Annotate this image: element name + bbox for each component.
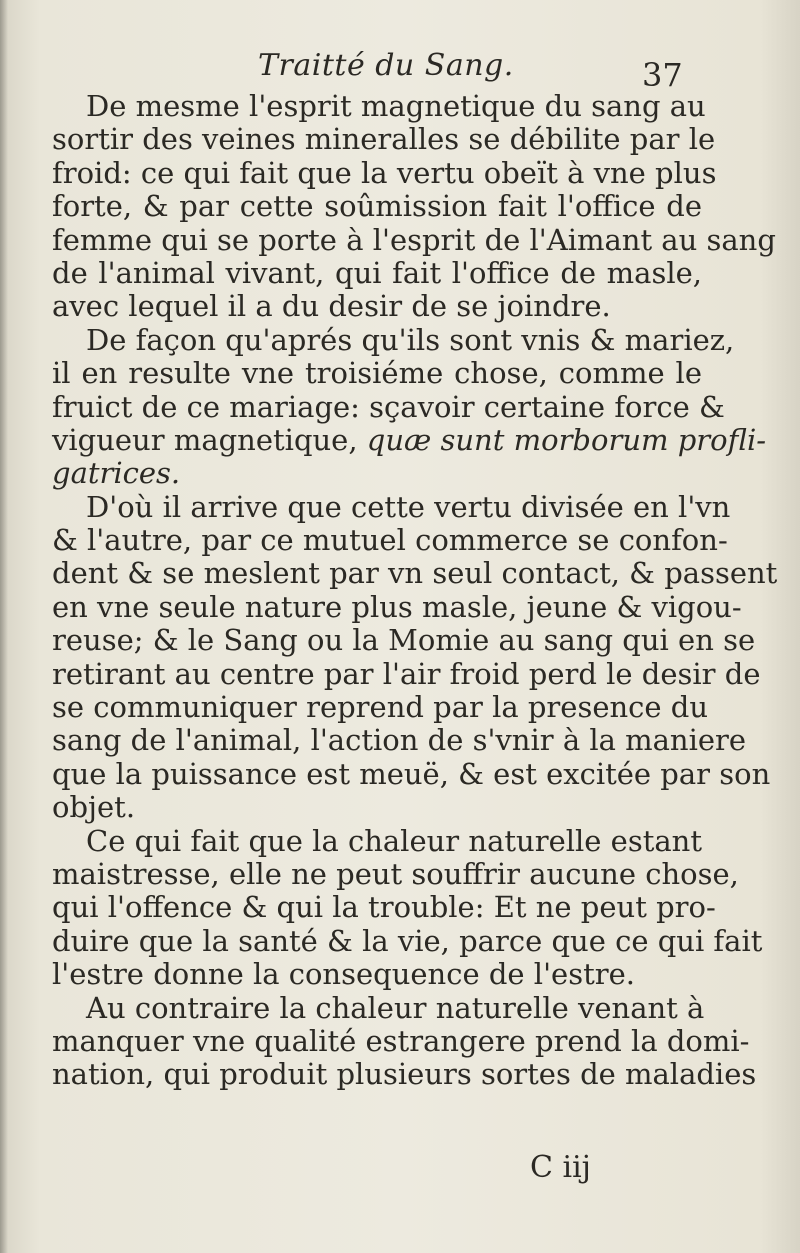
- line-text: De façon qu'aprés qu'ils sont vnis & mariez,: [86, 322, 735, 357]
- text-line: [52, 257, 702, 290]
- page-header: [0, 48, 800, 92]
- text-line: [52, 489, 731, 524]
- body-text: [52, 89, 778, 1092]
- line-text: duire que la santé & la vie, parce que ce qui fait: [52, 923, 763, 958]
- line-text: sang de l'animal, l'action de s'vnir à la maniere: [52, 723, 747, 758]
- text-line: [52, 556, 778, 591]
- text-line: [52, 656, 761, 691]
- line-text: se communiquer reprend par la presence du: [52, 690, 709, 725]
- latin-phrase: gatrices.: [52, 456, 181, 491]
- line-text: D'où il arrive que cette vertu divisée en l'vn: [86, 489, 731, 524]
- text-line: [52, 322, 735, 357]
- line-text: & l'autre, par ce mutuel commerce se confon-: [52, 523, 728, 558]
- line-text: que la puissance est meuë, & est excitée par son: [52, 756, 771, 791]
- text-line: [52, 623, 756, 658]
- line-text: de l'animal vivant, qui fait l'office de masle,: [52, 255, 702, 290]
- text-line: [52, 958, 702, 991]
- running-title: Traitté du Sang.: [258, 48, 514, 83]
- line-text: nation, qui produit plusieurs sortes de maladies: [52, 1057, 757, 1092]
- text-line: [52, 155, 717, 190]
- text-line: [52, 723, 747, 758]
- text-line: [52, 523, 728, 558]
- text-line: [52, 422, 767, 457]
- text-line: [52, 890, 716, 925]
- text-line: [52, 1023, 750, 1058]
- line-text: avec lequel il a du desir de se joindre.: [52, 289, 611, 324]
- line-text: sortir des veines mineralles se débilite par le: [52, 122, 716, 157]
- line-text: en vne seule nature plus masle, jeune & vigou-: [52, 589, 742, 624]
- text-line: [52, 222, 776, 257]
- text-line: [52, 290, 702, 323]
- line-text: froid: ce qui fait que la vertu obeït à vne plus: [52, 155, 717, 190]
- text-line: [52, 990, 705, 1025]
- line-text: Au contraire la chaleur naturelle venant à: [86, 990, 705, 1025]
- text-line: [52, 923, 763, 958]
- text-line: [52, 1057, 757, 1092]
- text-line: [52, 856, 739, 891]
- text-line: [52, 357, 702, 390]
- line-text: il en resulte vne troisiéme chose, comme le: [52, 356, 702, 391]
- text-line: [52, 389, 725, 424]
- latin-phrase: quæ sunt morborum profli-: [366, 422, 767, 457]
- signature-mark: C iij: [530, 1150, 591, 1185]
- text-line: [52, 791, 702, 824]
- text-line: [52, 190, 702, 223]
- line-text: De mesme l'esprit magnetique du sang au: [86, 89, 706, 123]
- line-text: maistresse, elle ne peut souffrir aucune chose,: [52, 856, 739, 891]
- text-line: [52, 457, 702, 490]
- page-number: 37: [642, 56, 683, 94]
- text-line: [52, 825, 702, 858]
- line-text: Ce qui fait que la chaleur naturelle estant: [86, 823, 702, 858]
- line-text: fruict de ce mariage: sçavoir certaine force &: [52, 389, 725, 424]
- line-text: manquer vne qualité estrangere prend la domi-: [52, 1023, 750, 1058]
- line-text: retirant au centre par l'air froid perd le desir de: [52, 656, 761, 691]
- page-gutter-shadow: [0, 0, 8, 1253]
- line-text: vigueur magnetique,: [52, 422, 358, 457]
- line-text: dent & se meslent par vn seul contact, & passent: [52, 556, 778, 591]
- line-text: qui l'offence & qui la trouble: Et ne peut pro-: [52, 890, 716, 925]
- line-text: objet.: [52, 790, 136, 825]
- text-line: [52, 589, 742, 624]
- text-line: [52, 89, 706, 123]
- line-text: l'estre donne la consequence de l'estre.: [52, 957, 635, 992]
- line-text: reuse; & le Sang ou la Momie au sang qui en se: [52, 623, 756, 658]
- text-line: [52, 122, 716, 157]
- line-text: femme qui se porte à l'esprit de l'Aimant au sang: [52, 222, 776, 257]
- line-text: forte, & par cette soûmission fait l'office de: [52, 189, 702, 224]
- text-line: [52, 690, 709, 725]
- text-line: [52, 756, 771, 791]
